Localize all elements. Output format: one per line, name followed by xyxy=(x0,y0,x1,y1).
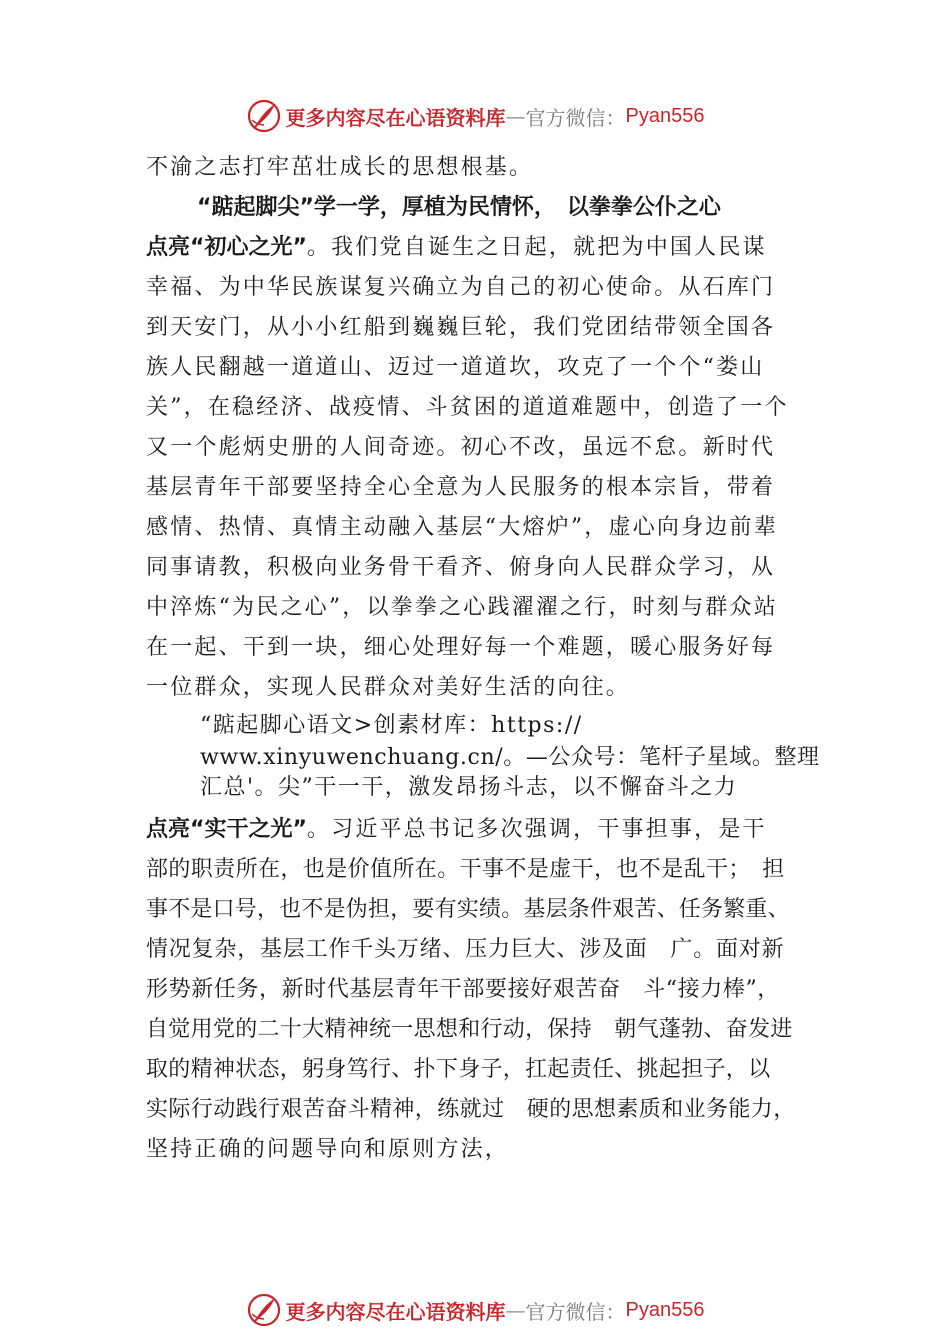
text-line-12: 中淬炼“为民之心”，以拳拳之心践濯濯之行，时刻与群众站 xyxy=(146,595,778,620)
text-line-19: 部的职责所在，也是价值所在。干事不是虚干，也不是乱干； 担 xyxy=(146,857,785,882)
text-line-8: 又一个彪炳史册的人间奇迹。初心不改，虽远不怠。新时代 xyxy=(146,435,776,460)
text-line-3 xyxy=(146,228,846,268)
quill-pen-logo-icon xyxy=(246,1292,282,1328)
text-line-24: 取的精神状态，躬身笃行、扑下身子，扛起责任、挑起担子，以 xyxy=(146,1057,771,1082)
banner-library-text: 更多内容尽在心语资料库 xyxy=(285,105,506,130)
section-heading-1 xyxy=(197,188,847,228)
text-line-15: “踮起脚心语文>创素材库：https:// xyxy=(200,713,583,738)
text-line-17: 汇总'。尖”干一干，激发昂扬斗志，以不懈奋斗之力 xyxy=(200,775,738,800)
text-line-9: 基层青年干部要坚持全心全意为人民服务的根本宗旨，带着 xyxy=(146,475,776,500)
banner-wechat-id: Pyan556 xyxy=(625,104,705,127)
footer-banner xyxy=(0,1290,950,1330)
quill-pen-logo-icon xyxy=(246,98,282,134)
text-line-25: 实际行动践行艰苦奋斗精神，练就过 硬的思想素质和业务能力， xyxy=(146,1097,796,1122)
text-line-14: 一位群众，实现人民群众对美好生活的向往。 xyxy=(146,675,631,700)
text-span: 。我们党自诞生之日起，就把为中国人民谋 xyxy=(306,235,767,260)
text-span: 。习近平总书记多次强调，干事担事，是干 xyxy=(306,817,767,842)
banner-library-text: 更多内容尽在心语资料库 xyxy=(285,1299,506,1324)
text-line-4: 幸福、为中华民族谋复兴确立为自己的初心使命。从石库门 xyxy=(146,275,776,300)
banner-separator: — xyxy=(505,104,526,128)
banner-wechat-id: Pyan556 xyxy=(625,1298,705,1321)
text-line-5: 到天安门，从小小红船到巍巍巨轮，我们党团结带领全国各 xyxy=(146,315,776,340)
banner-wechat-label: 官方微信： xyxy=(525,105,626,130)
banner-separator: — xyxy=(505,1298,526,1322)
text-line-10: 感情、热情、真情主动融入基层“大熔炉”，虚心向身边前辈 xyxy=(146,515,778,540)
text-line-7: 关”，在稳经济、战疫情、斗贫困的道道难题中，创造了一个 xyxy=(146,395,789,420)
heading-text: “踮起脚尖”学一学，厚植为民情怀， 以拳拳公仆之心 xyxy=(197,195,721,220)
header-banner xyxy=(0,96,950,136)
text-line-22: 形势新任务，新时代基层青年干部要接好艰苦奋 斗“接力棒”， xyxy=(146,977,780,1002)
text-line-21: 情况复杂，基层工作千头万绪、压力巨大、涉及面 广。面对新 xyxy=(146,937,785,962)
text-line-6: 族人民翻越一道道山、迈过一道道坎，攻克了一个个“娄山 xyxy=(146,355,765,380)
text-line-11: 同事请教，积极向业务骨干看齐、俯身向人民群众学习，从 xyxy=(146,555,776,580)
text-line-23: 自觉用党的二十大精神统一思想和行动，保持 朝气蓬勃、奋发进 xyxy=(146,1017,793,1042)
text-line-16: www.xinyuwenchuang.cn/。—公众号：笔杆子星域。整理 xyxy=(200,745,820,770)
banner-wechat-label: 官方微信： xyxy=(525,1299,626,1324)
text-line-20: 事不是口号，也不是伪担，要有实绩。基层条件艰苦、任务繁重、 xyxy=(146,897,790,922)
text-line-18 xyxy=(146,810,846,850)
text-line-1: 不渝之志打牢茁壮成长的思想根基。 xyxy=(146,155,534,180)
heading-tail: 点亮“初心之光” xyxy=(146,235,307,260)
text-line-26: 坚持正确的问题导向和原则方法， xyxy=(146,1137,510,1162)
text-line-13: 在一起、干到一块，细心处理好每一个难题，暖心服务好每 xyxy=(146,635,776,660)
heading-tail-2: 点亮“实干之光” xyxy=(146,817,307,842)
